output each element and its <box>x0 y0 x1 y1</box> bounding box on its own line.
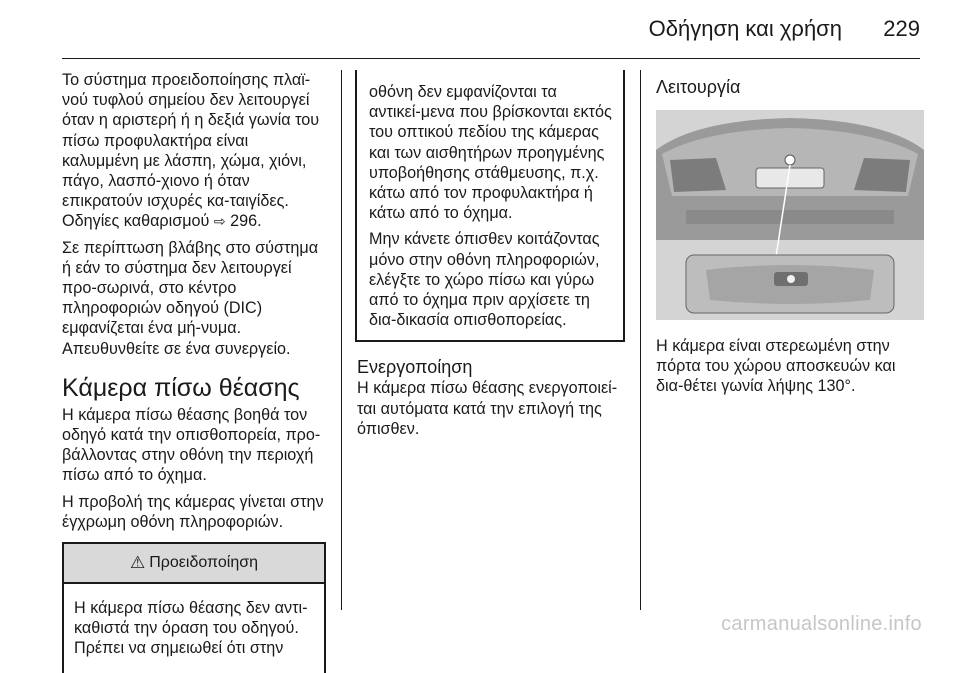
warning-text: Η κάμερα πίσω θέασης δεν αντι-καθιστά την όραση του οδηγού. Πρέπει να σημειωθεί ότι στην <box>74 599 308 658</box>
warning-header <box>64 544 324 584</box>
column-divider <box>341 70 342 610</box>
section-heading: Λειτουργία <box>656 77 741 97</box>
column-middle <box>357 70 625 445</box>
warning-box <box>62 542 326 673</box>
warning-triangle-icon: ⚠ <box>129 552 146 572</box>
page-header-title: Οδήγηση και χρήση <box>648 16 842 41</box>
car-rear-image <box>656 110 924 320</box>
column-left <box>62 70 326 673</box>
warning-title: Προειδοποίηση <box>149 553 258 571</box>
column-right <box>656 70 924 403</box>
page-reference-link[interactable]: 296. <box>230 212 262 231</box>
paragraph: Μην κάνετε όπισθεν κοιτάζοντας μόνο στην οθόνη πληροφοριών, ελέγξτε το χώρο πίσω και γύρω από το όχημα πριν αρχίσετε τη δια-δικασία οπισθοπορείας. <box>369 230 600 330</box>
column-divider <box>640 70 641 610</box>
page-number: 229 <box>883 16 920 41</box>
section-heading: Ενεργοποίηση <box>357 357 473 378</box>
header-divider <box>62 58 920 59</box>
warning-box-continued <box>355 70 625 342</box>
section-heading: Κάμερα πίσω θέασης <box>62 373 300 402</box>
paragraph: Σε περίπτωση βλάβης στο σύστημα ή εάν το σύστημα δεν λειτουργεί προ-σωρινά, στο κέντρο πληροφοριών οδηγού (DIC) εμφανίζεται ένα μή-νυμα. Απευθυνθείτε σε ένα συνεργείο. <box>62 238 319 358</box>
paragraph-text: Το σύστημα προειδοποίησης πλαϊ-νού τυφλού σημείου δεν λειτουργεί όταν η αριστερή ή η δεξιά γωνία του πίσω προφυλακτήρα είναι καλυμμένη με λάσπη, χώμα, χιόνι, πάγο, λασπό-χιονο ή όταν επικρατούν ισχυρές κα-ταιγίδες. Οδηγίες καθαρισμού <box>62 71 320 231</box>
rear-camera-illustration <box>656 110 924 320</box>
paragraph: οθόνη δεν εμφανίζονται τα αντικεί-μενα που βρίσκονται εκτός του οπτικού πεδίου της κάμερας και των αισθητήρων προηγμένης υποβοήθησης στάθμευσης, π.χ. κάτω από τον προφυλακτήρα ή κάτω από το όχημα. <box>369 83 612 223</box>
paragraph: Η κάμερα είναι στερεωμένη στην πόρτα του χώρου αποσκευών και δια-θέτει γωνία λήψης 130°. <box>656 337 896 396</box>
watermark: carmanualsonline.info <box>721 613 922 635</box>
arrow-reference-icon: ⇨ <box>213 213 226 230</box>
paragraph: Η κάμερα πίσω θέασης βοηθά τον οδηγό κατά την οπισθοπορεία, προ-βάλλοντας στην οθόνη την περιοχή πίσω από το όχημα. <box>62 405 321 485</box>
paragraph <box>62 70 326 232</box>
paragraph: Η προβολή της κάμερας γίνεται στην έγχρωμη οθόνη πληροφοριών. <box>62 492 324 531</box>
paragraph: Η κάμερα πίσω θέασης ενεργοποιεί-ται αυτόματα κατά την επιλογή της όπισθεν. <box>357 379 618 438</box>
